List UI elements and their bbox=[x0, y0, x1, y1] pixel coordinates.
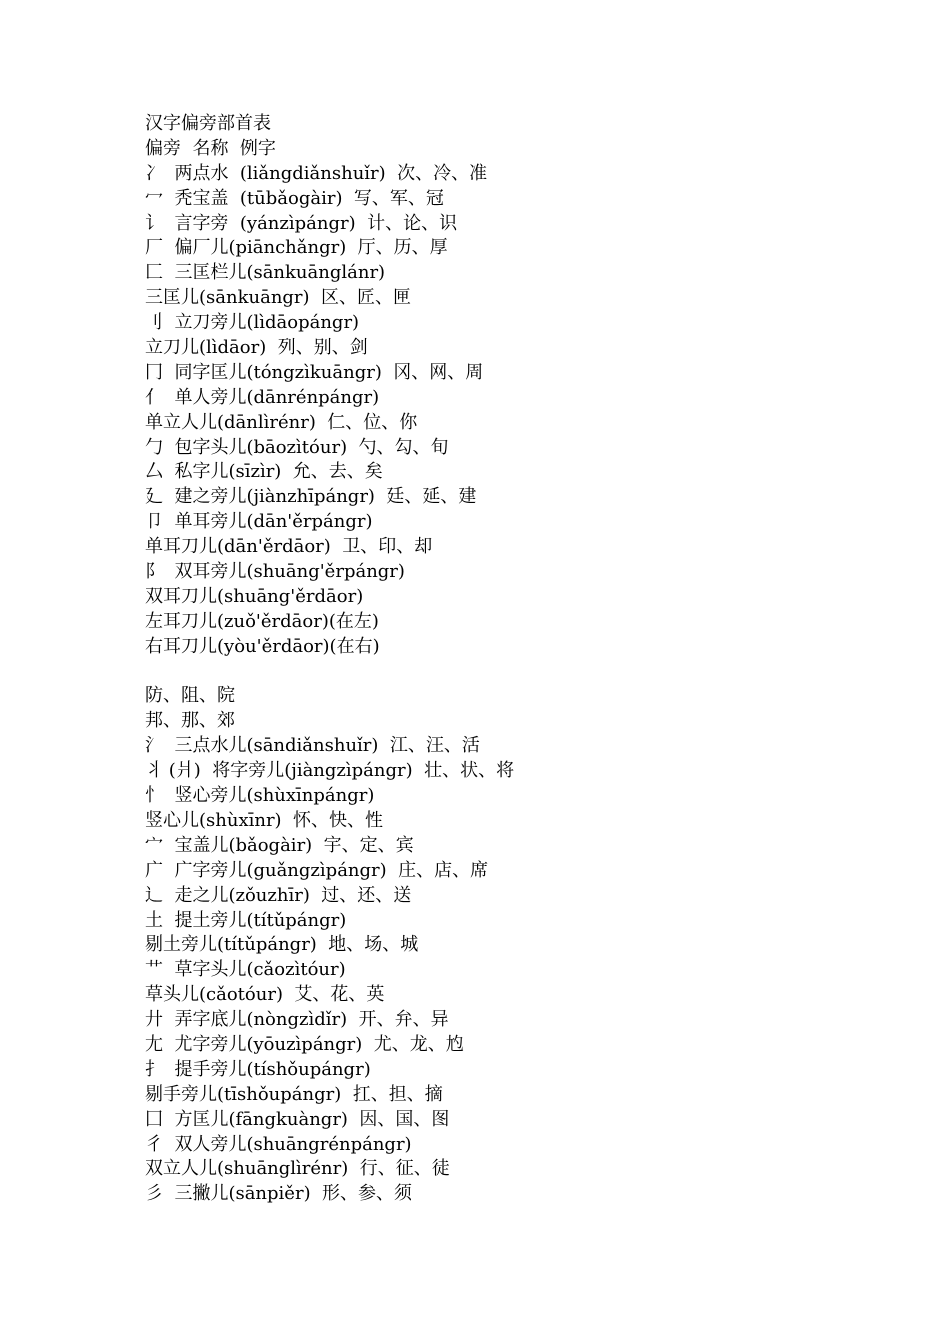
radical-line: 彡 三撇儿(sānpiěr) 形、参、须 bbox=[145, 1183, 413, 1205]
radical-line: 丬 (爿) 将字旁儿(jiàngzìpángr) 壮、状、将 bbox=[145, 760, 515, 782]
radical-line: 竖心儿(shùxīnr) 怀、快、性 bbox=[145, 809, 384, 831]
radical-line: 勹 包字头儿(bāozìtóur) 勺、勾、旬 bbox=[145, 436, 449, 458]
radical-line: 宀 宝盖儿(bǎogàir) 宇、定、宾 bbox=[145, 834, 414, 856]
radical-line: 右耳刀儿(yòu'ěrdāor)(在右) bbox=[145, 635, 380, 657]
radical-line: 廾 弄字底儿(nòngzìdǐr) 开、弁、异 bbox=[145, 1009, 449, 1031]
radical-line: 广 广字旁儿(guǎngzìpángr) 庄、店、席 bbox=[145, 859, 489, 881]
radical-line: 厶 私字儿(sīzìr) 允、去、矣 bbox=[145, 461, 383, 483]
document-page bbox=[145, 112, 925, 1207]
radical-line: 草头儿(cǎotóur) 艾、花、英 bbox=[145, 984, 385, 1006]
radical-line: 左耳刀儿(zuǒ'ěrdāor)(在左) bbox=[145, 610, 379, 632]
radical-list bbox=[145, 162, 925, 1207]
radical-line: 剔土旁儿(títǔpángr) 地、场、城 bbox=[145, 934, 419, 956]
table-header: 偏旁 名称 例字 bbox=[145, 137, 276, 159]
radical-line: 匚 三匡栏儿(sānkuānglánr) bbox=[145, 262, 386, 284]
blank-line bbox=[145, 660, 925, 685]
radical-line: 冂 同字匡儿(tóngzìkuāngr) 冈、网、周 bbox=[145, 361, 484, 383]
radical-line: 土 提土旁儿(títǔpángr) bbox=[145, 909, 347, 931]
radical-line: 氵 三点水儿(sāndiǎnshuǐr) 江、汪、活 bbox=[145, 735, 480, 757]
radical-line: 彳 双人旁儿(shuāngrénpángr) bbox=[145, 1133, 412, 1155]
radical-line: 单耳刀儿(dān'ěrdāor) 卫、印、却 bbox=[145, 536, 433, 558]
radical-line: 双耳刀儿(shuāng'ěrdāor) bbox=[145, 585, 364, 607]
radical-line: 单立人儿(dānlìrénr) 仁、位、你 bbox=[145, 411, 418, 433]
radical-line: 亻 单人旁儿(dānrénpángr) bbox=[145, 386, 380, 408]
radical-line: 囗 方匡儿(fāngkuàngr) 因、国、图 bbox=[145, 1108, 450, 1130]
radical-line: 艹 草字头儿(cǎozìtóur) bbox=[145, 959, 346, 981]
radical-line: 厂 偏厂儿(piānchǎngr) 厅、历、厚 bbox=[145, 237, 448, 259]
radical-line: 双立人儿(shuānglìrénr) 行、征、徒 bbox=[145, 1158, 450, 1180]
radical-line: 尢 尤字旁儿(yōuzìpángr) 尤、龙、尥 bbox=[145, 1033, 464, 1055]
radical-line: 讠 言字旁 (yánzìpángr) 计、论、识 bbox=[145, 212, 458, 234]
radical-line: 立刀儿(lìdāor) 列、别、剑 bbox=[145, 337, 368, 359]
radical-line: 三匡儿(sānkuāngr) 区、匠、匣 bbox=[145, 287, 412, 309]
radical-line: 剔手旁儿(tīshǒupángr) 扛、担、摘 bbox=[145, 1083, 443, 1105]
radical-line: 辶 走之儿(zǒuzhīr) 过、还、送 bbox=[145, 884, 412, 906]
radical-line: 卩 单耳旁儿(dān'ěrpángr) bbox=[145, 511, 373, 533]
radical-line: 防、阻、院 bbox=[145, 685, 235, 707]
radical-line: 刂 立刀旁儿(lìdāopángr) bbox=[145, 312, 360, 334]
radical-line: 冖 秃宝盖 (tūbǎogàir) 写、军、冠 bbox=[145, 187, 444, 209]
radical-line: 阝 双耳旁儿(shuāng'ěrpángr) bbox=[145, 561, 405, 583]
radical-line: 邦、那、郊 bbox=[145, 710, 235, 732]
document-title: 汉字偏旁部首表 bbox=[145, 113, 271, 134]
radical-line: 扌 提手旁儿(tíshǒupángr) bbox=[145, 1058, 371, 1080]
radical-line: 廴 建之旁儿(jiànzhīpángr) 廷、延、建 bbox=[145, 486, 477, 508]
radical-line: 冫 两点水 (liǎngdiǎnshuǐr) 次、冷、准 bbox=[145, 162, 488, 184]
radical-line: 忄 竖心旁儿(shùxīnpángr) bbox=[145, 785, 375, 807]
